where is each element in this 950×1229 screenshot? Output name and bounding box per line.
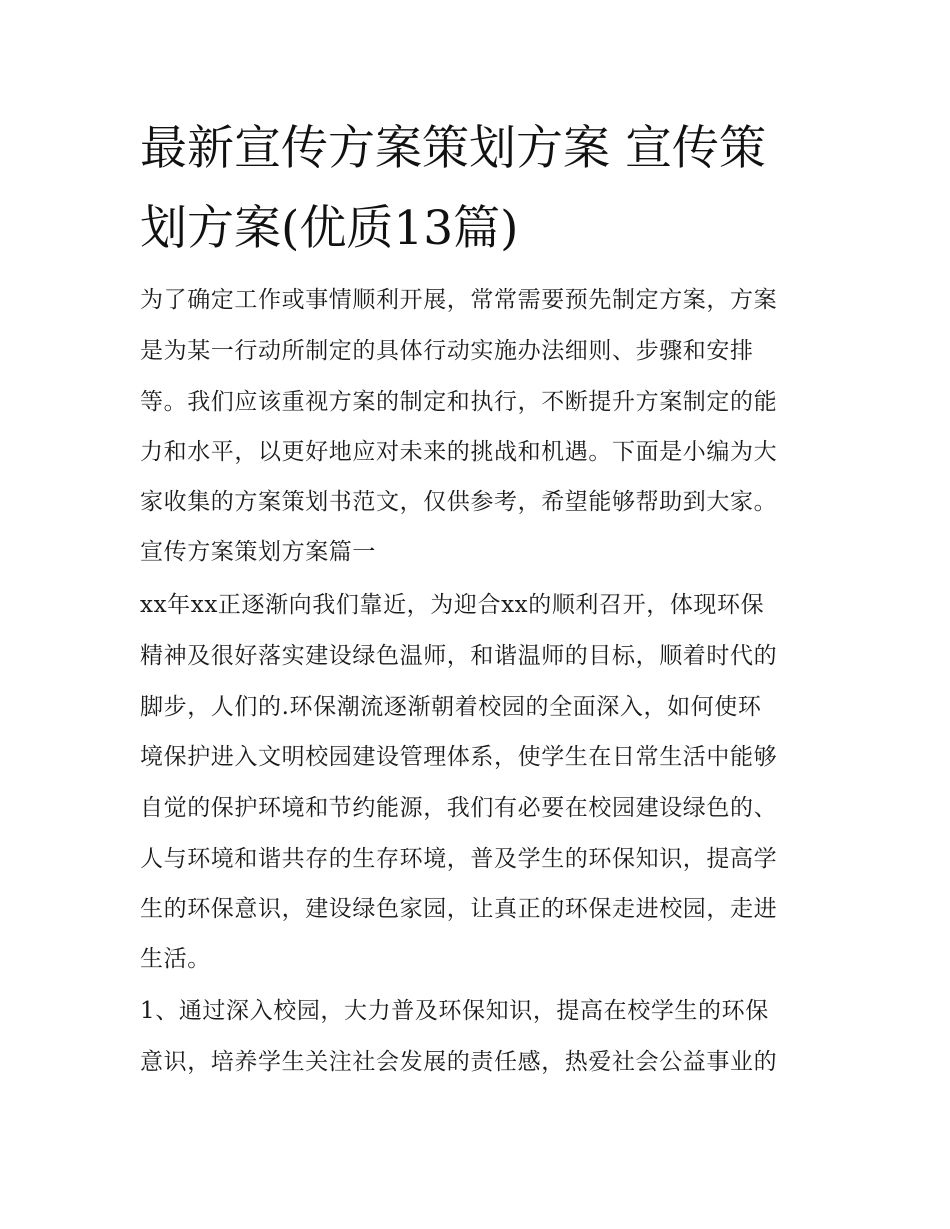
paragraph-line: 为了确定工作或事情顺利开展，常常需要预先制定方案，方案 — [140, 287, 778, 313]
paragraph-line: 境保护进入文明校园建设管理体系，使学生在日常生活中能够 — [140, 744, 778, 770]
document-title-line-1: 最新宣传方案策划方案 宣传策 — [140, 121, 766, 176]
section-heading: 宣传方案策划方案篇一 — [140, 539, 376, 565]
paragraph-line: 是为某一行动所制定的具体行动实施办法细则、步骤和安排 — [140, 338, 754, 364]
paragraph-line: 精神及很好落实建设绿色温师，和谐温师的目标，顺着时代的 — [140, 643, 778, 669]
paragraph-line: 人与环境和谐共存的生存环境，普及学生的环保知识，提高学 — [140, 846, 778, 872]
paragraph-line: 自觉的保护环境和节约能源，我们有必要在校园建设绿色的、 — [140, 795, 778, 821]
paragraph-line: 脚步，人们的.环保潮流逐渐朝着校园的全面深入，如何使环 — [140, 694, 762, 720]
paragraph-line: 生活。 — [140, 946, 211, 972]
list-item-line: 意识，培养学生关注社会发展的责任感，热爱社会公益事业的 — [140, 1049, 778, 1075]
document-title-line-2: 划方案(优质13篇) — [140, 201, 519, 256]
list-item-line: 1、通过深入校园，大力普及环保知识，提高在校学生的环保 — [140, 998, 769, 1024]
paragraph-line: xx年xx正逐渐向我们靠近，为迎合xx的顺利召开，体现环保 — [140, 592, 765, 618]
paragraph-line: 力和水平，以更好地应对未来的挑战和机遇。下面是小编为大 — [140, 439, 778, 465]
paragraph-line: 家收集的方案策划书范文，仅供参考，希望能够帮助到大家。 — [140, 489, 778, 515]
paragraph-line: 等。我们应该重视方案的制定和执行，不断提升方案制定的能 — [140, 389, 778, 415]
paragraph-line: 生的环保意识，建设绿色家园，让真正的环保走进校园，走进 — [140, 896, 778, 922]
